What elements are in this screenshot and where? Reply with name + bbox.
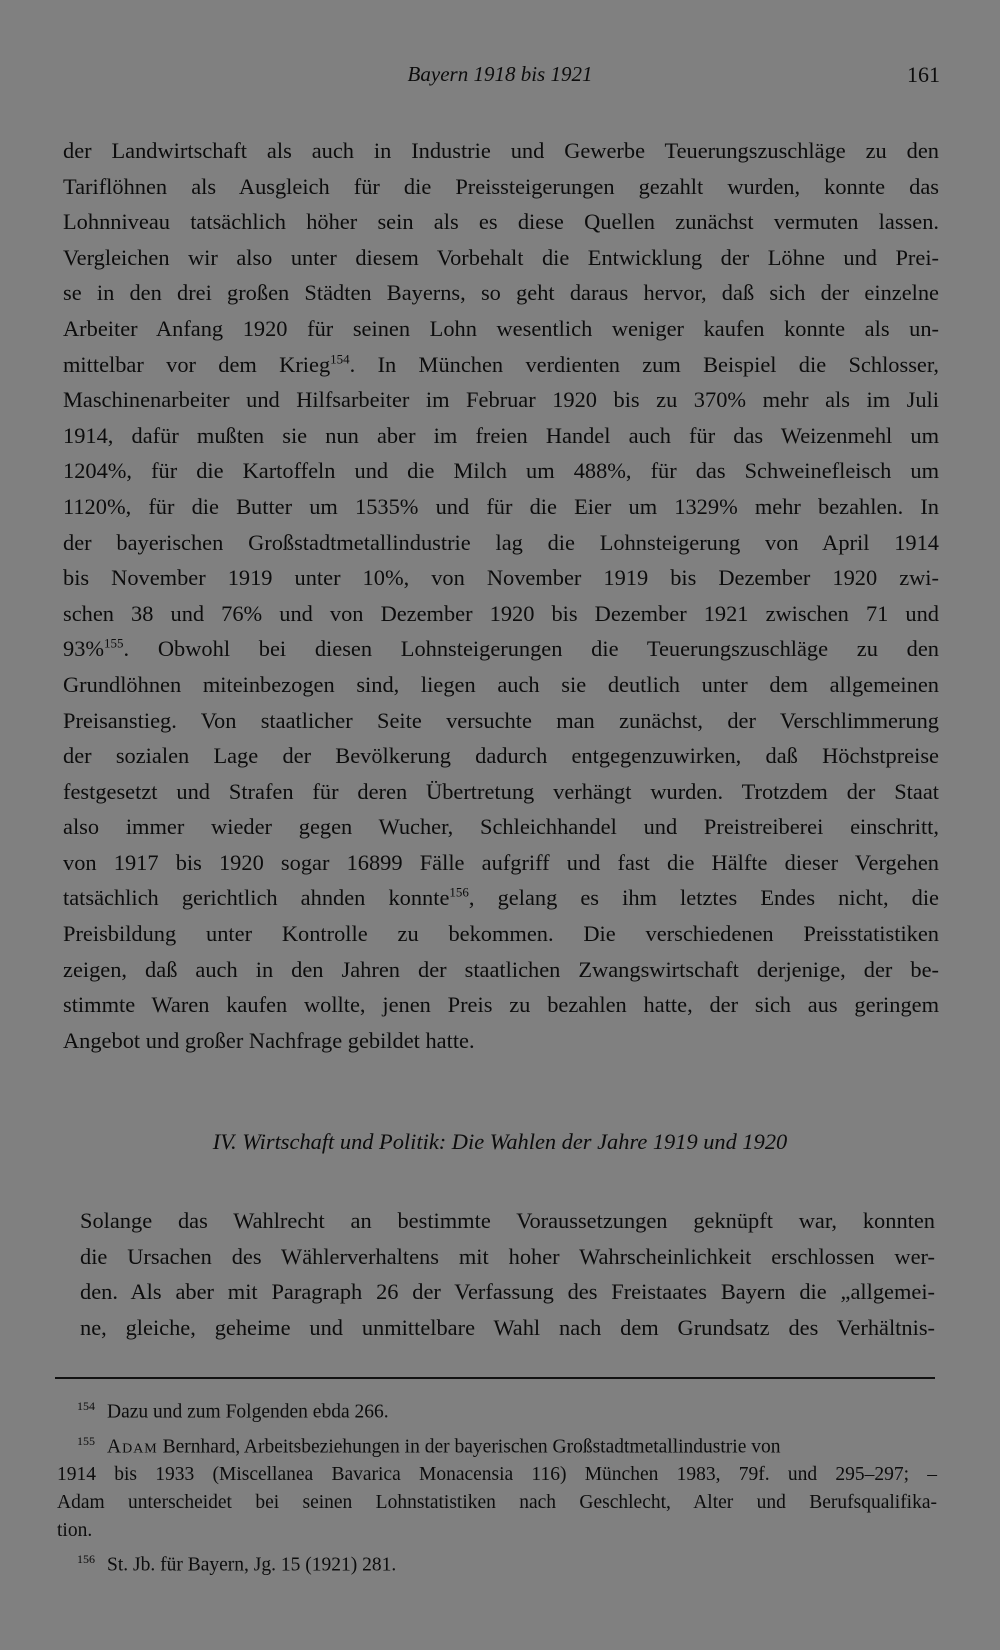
text-period: . [349,351,356,377]
text-line: von 1917 bis 1920 sogar 16899 Fälle aufgriff und fast die Hälfte dieser Vergehen [63,849,939,875]
text-line: Grundlöhnen miteinbezogen sind, liegen auch sie deutlich unter dem allgemeinen [63,671,939,697]
text-line: Maschinenarbeiter und Hilfsarbeiter im Februar 1920 bis zu 370% mehr als im Juli [63,387,939,413]
text-line: 1204%, für die Kartoffeln und die Milch um 488%, für das Schweinefleisch um [63,458,939,484]
footnote-ref-156: 156 [449,885,469,900]
footnote-number: 154 [77,1399,95,1413]
text-period: . [123,636,130,662]
section-paragraph [80,1203,935,1345]
text-line: festgesetzt und Strafen für deren Übertretung verhängt wurden. Trotzdem der Staat [63,778,939,804]
footnote-154 [57,1392,937,1427]
footnote-ref-155: 155 [104,635,124,651]
text-line: 1914, dafür mußten sie nun aber im freien Handel auch für das Weizenmehl um [63,422,939,448]
footnote-number: 155 [77,1433,95,1448]
text-line [63,347,939,383]
running-title: Bayern 1918 bis 1921 [407,62,593,86]
text-line: Solange das Wahlrecht an bestimmte Voraussetzungen geknüpft war, konnten [80,1208,935,1233]
text-segment: tatsächlich gerichtlich ahnden konnte [63,885,450,911]
footnote-continuation: 1914 bis 1933 (Miscellanea Bavarica Monacensia 116) München 1983, 79f. und 295–297; – [57,1464,937,1485]
text-line: der Landwirtschaft als auch in Industrie und Gewerbe Teuerungszuschläge zu den [63,138,939,163]
footnote-text: Bernhard, Arbeitsbeziehungen in der bayerischen Großstadtmetallindustrie von [157,1436,781,1457]
footnote-divider [55,1377,935,1379]
footnote-156 [57,1545,937,1580]
text-line: se in den drei großen Städten Bayerns, so geht daraus hervor, daß sich der einzelne [63,280,939,306]
footnote-author: Adam [107,1436,158,1457]
text-line: Angebot und großer Nachfrage gebildet hatte. [63,1027,475,1053]
footnotes [57,1392,937,1580]
text-line [63,880,939,916]
text-line: zeigen, daß auch in den Jahren der staatlichen Zwangswirtschaft derjenige, der be- [63,956,939,982]
text-line: der bayerischen Großstadtmetallindustrie lag die Lohnsteigerung von April 1914 [63,529,939,555]
text-line [63,631,939,667]
text-line: Lohnniveau tatsächlich höher sein als es diese Quellen zunächst vermuten lassen. [63,209,939,235]
text-line: Preisbildung unter Kontrolle zu bekommen. Die verschiedenen Preisstatistiken [63,921,939,947]
text-line: Arbeiter Anfang 1920 für seinen Lohn wesentlich weniger kaufen konnte als un- [63,315,939,341]
text-segment: Obwohl bei diesen Lohnsteigerungen die Teuerungszuschläge zu den [157,636,939,662]
page-header [60,62,940,92]
text-line: Preisanstieg. Von staatlicher Seite versuchte man zunächst, der Verschlimmerung [63,707,939,733]
text-segment: mittelbar vor dem Krieg [63,351,331,377]
text-line: Vergleichen wir also unter diesem Vorbehalt die Entwicklung der Löhne und Prei- [63,244,939,270]
text-line: schen 38 und 76% und von Dezember 1920 bis Dezember 1921 zwischen 71 und [63,600,939,626]
text-line: also immer wieder gegen Wucher, Schleichhandel und Preistreiberei einschritt, [63,814,939,840]
footnote-text: St. Jb. für Bayern, Jg. 15 (1921) 281. [107,1554,397,1576]
footnote-continuation: tion. [57,1520,93,1541]
text-segment: 93% [63,636,105,662]
text-line: ne, gleiche, geheime und unmittelbare Wahl nach dem Grundsatz des Verhältnis- [80,1314,935,1340]
section-heading: IV. Wirtschaft und Politik: Die Wahlen der Jahre 1919 und 1920 [212,1129,788,1154]
footnote-155 [57,1427,937,1462]
text-line: 1120%, für die Butter um 1535% und für die Eier um 1329% mehr bezahlen. In [63,493,939,519]
footnote-number: 156 [77,1552,95,1566]
text-line: der sozialen Lage der Bevölkerung dadurch entgegenzuwirken, daß Höchstpreise [63,743,939,769]
text-line: Tariflöhnen als Ausgleich für die Preissteigerungen gezahlt wurden, konnte das [63,173,939,199]
text-line: die Ursachen des Wählerverhaltens mit hoher Wahrscheinlichkeit erschlossen wer- [80,1243,935,1269]
footnote-ref-154: 154 [330,351,350,367]
text-segment: , gelang es ihm letztes Endes nicht, die [468,885,939,911]
footnote-text: Dazu und zum Folgenden ebda 266. [107,1401,389,1423]
text-line: den. Als aber mit Paragraph 26 der Verfassung des Freistaates Bayern die „allgemei- [80,1279,935,1305]
text-line: stimmte Waren kaufen wollte, jenen Preis zu bezahlen hatte, der sich aus geringem [63,992,939,1018]
footnote-continuation: Adam unterscheidet bei seinen Lohnstatistiken nach Geschlecht, Alter und Berufsqualifika- [57,1492,937,1513]
text-line: bis November 1919 unter 10%, von November 1919 bis Dezember 1920 zwi- [63,565,939,591]
page-number: 161 [907,62,940,87]
text-segment: In München verdienten zum Beispiel die Schlosser, [377,351,940,377]
body-paragraph [63,133,939,1058]
